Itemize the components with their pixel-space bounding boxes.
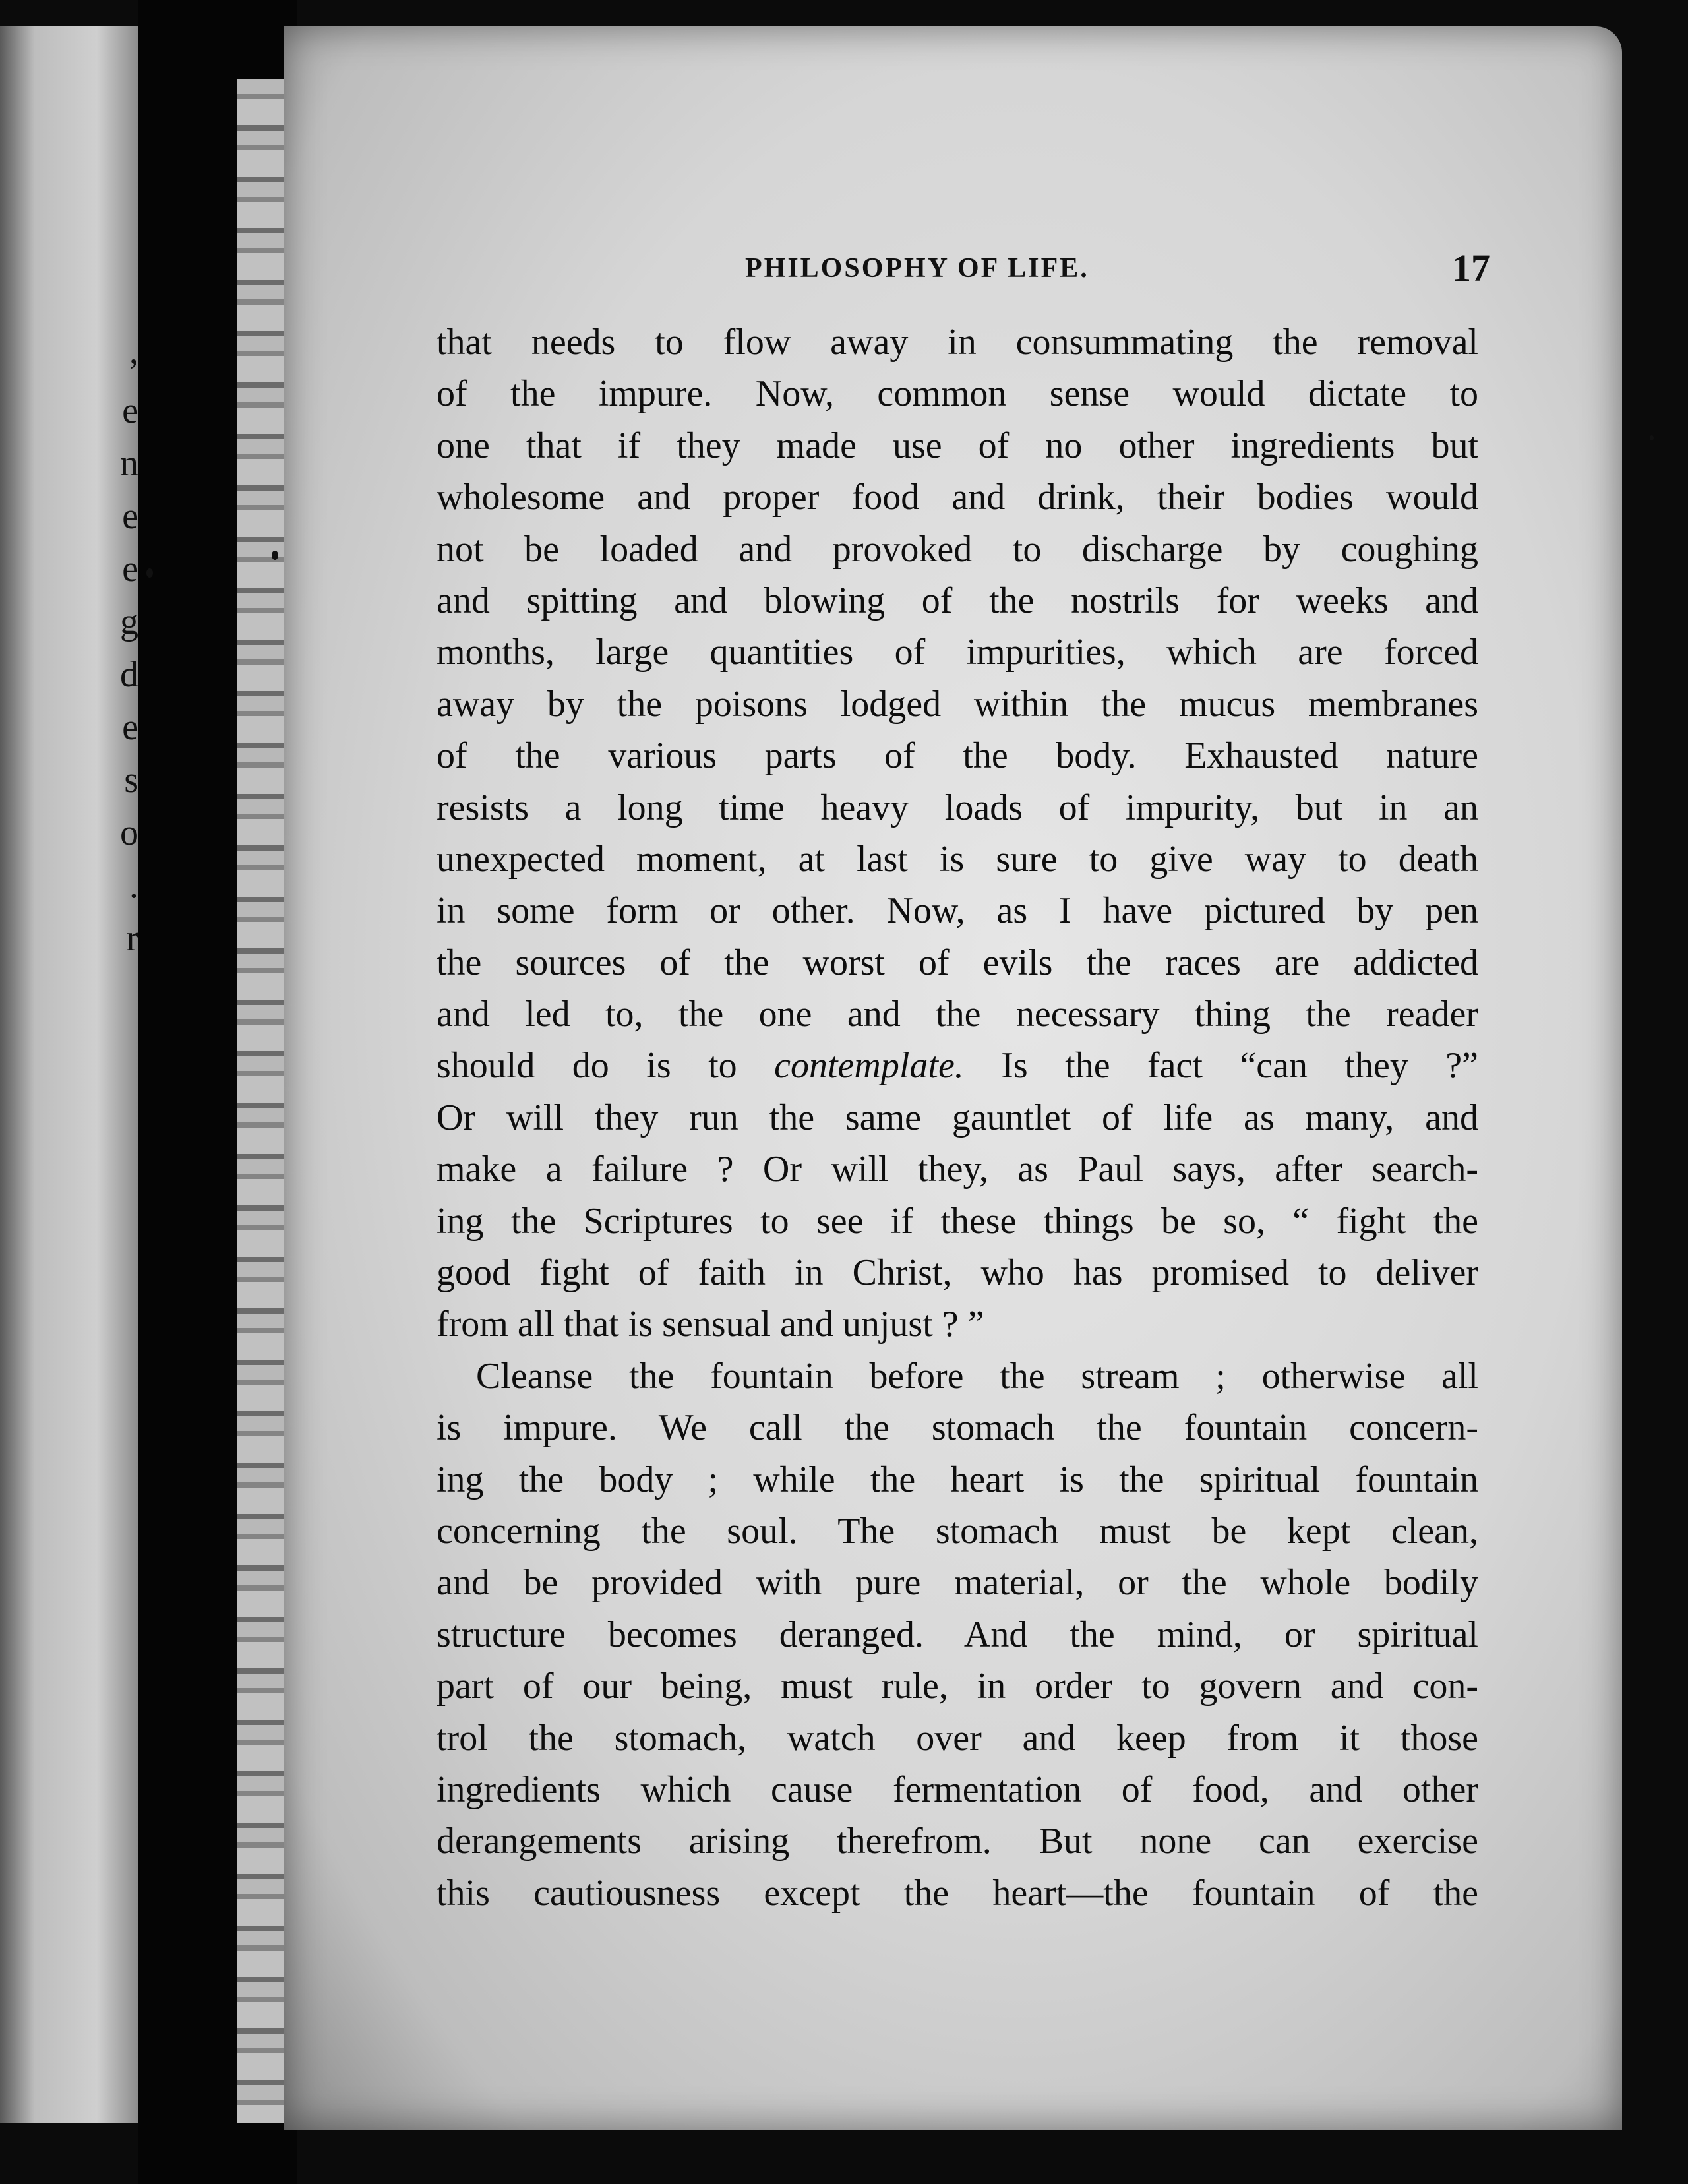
ink-speck <box>272 551 278 560</box>
left-page-char: e <box>122 707 138 748</box>
text-line: Or will they run the same gauntlet of life as many, and <box>437 1097 1478 1138</box>
text-line: ing the body ; while the heart is the spiritual fountain <box>437 1459 1478 1500</box>
text-line: one that if they made use of no other ingredients but <box>437 425 1478 466</box>
left-page-char: e <box>122 390 138 431</box>
page-header <box>745 245 1490 291</box>
text-line: of the various parts of the body. Exhausted nature <box>437 735 1478 777</box>
text-line: away by the poisons lodged within the mucus membranes <box>437 683 1478 725</box>
text-line: in some form or other. Now, as I have pictured by pen <box>437 890 1478 932</box>
ink-speck <box>1650 435 1654 440</box>
text-line: of the impure. Now, common sense would dictate to <box>437 373 1478 415</box>
text-segment: should do is to <box>437 1045 737 1087</box>
text-line: trol the stomach, watch over and keep from it those <box>437 1717 1478 1759</box>
text-line: part of our being, must rule, in order to govern and con- <box>437 1666 1478 1707</box>
text-line-with-italic <box>437 1040 1478 1091</box>
ink-speck <box>146 568 153 578</box>
text-line: concerning the soul. The stomach must be kept clean, <box>437 1510 1478 1552</box>
text-line: structure becomes deranged. And the mind, or spiritual <box>437 1614 1478 1655</box>
text-line: is impure. We call the stomach the fountain concern- <box>437 1407 1478 1449</box>
left-page-char: e <box>122 549 138 590</box>
body-text <box>437 317 1478 1919</box>
left-page-char: . <box>129 865 138 906</box>
text-line: make a failure ? Or will they, as Paul says, after search- <box>437 1149 1478 1190</box>
left-page-char: o <box>120 812 138 853</box>
left-page-char: g <box>120 601 138 642</box>
text-line: and led to, the one and the necessary thing the reader <box>437 994 1478 1035</box>
text-line: that needs to flow away in consummating the removal <box>437 322 1478 363</box>
text-line: this cautiousness except the heart—the fountain of the <box>437 1872 1478 1914</box>
text-line: unexpected moment, at last is sure to give way to death <box>437 838 1478 880</box>
running-head: PHILOSOPHY OF LIFE. <box>745 253 1089 284</box>
text-line: not be loaded and provoked to discharge by coughing <box>437 528 1478 570</box>
paragraph-start-line: Cleanse the fountain before the stream ; otherwise all <box>476 1355 1478 1397</box>
left-page-char: r <box>126 918 138 959</box>
text-line: and spitting and blowing of the nostrils for weeks and <box>437 580 1478 621</box>
text-line: wholesome and proper food and drink, their bodies would <box>437 477 1478 518</box>
text-line: months, large quantities of impurities, which are forced <box>437 632 1478 673</box>
text-line: derangements arising therefrom. But none can exercise <box>437 1821 1478 1862</box>
page-number: 17 <box>1452 247 1490 289</box>
left-page-char: s <box>124 760 138 801</box>
text-line: ing the Scriptures to see if these things be so, “ fight the <box>437 1200 1478 1242</box>
text-line: the sources of the worst of evils the races are addicted <box>437 942 1478 983</box>
text-line: ingredients which cause fermentation of food, and other <box>437 1769 1478 1810</box>
torn-page-edge <box>237 79 284 2123</box>
text-line: and be provided with pure material, or the whole bodily <box>437 1562 1478 1604</box>
italic-word: contemplate. <box>774 1045 964 1087</box>
left-page-char: , <box>129 331 138 372</box>
left-page-char: e <box>122 496 138 537</box>
left-page-fragment <box>0 26 138 2123</box>
text-line: good fight of faith in Christ, who has promised to deliver <box>437 1252 1478 1294</box>
paragraph-end-line: from all that is sensual and unjust ? ” <box>437 1304 984 1345</box>
left-page-char: d <box>120 654 138 695</box>
text-segment: Is the fact “can they ?” <box>1001 1045 1478 1087</box>
text-line: resists a long time heavy loads of impurity, but in an <box>437 787 1478 828</box>
left-page-char: n <box>120 443 138 484</box>
